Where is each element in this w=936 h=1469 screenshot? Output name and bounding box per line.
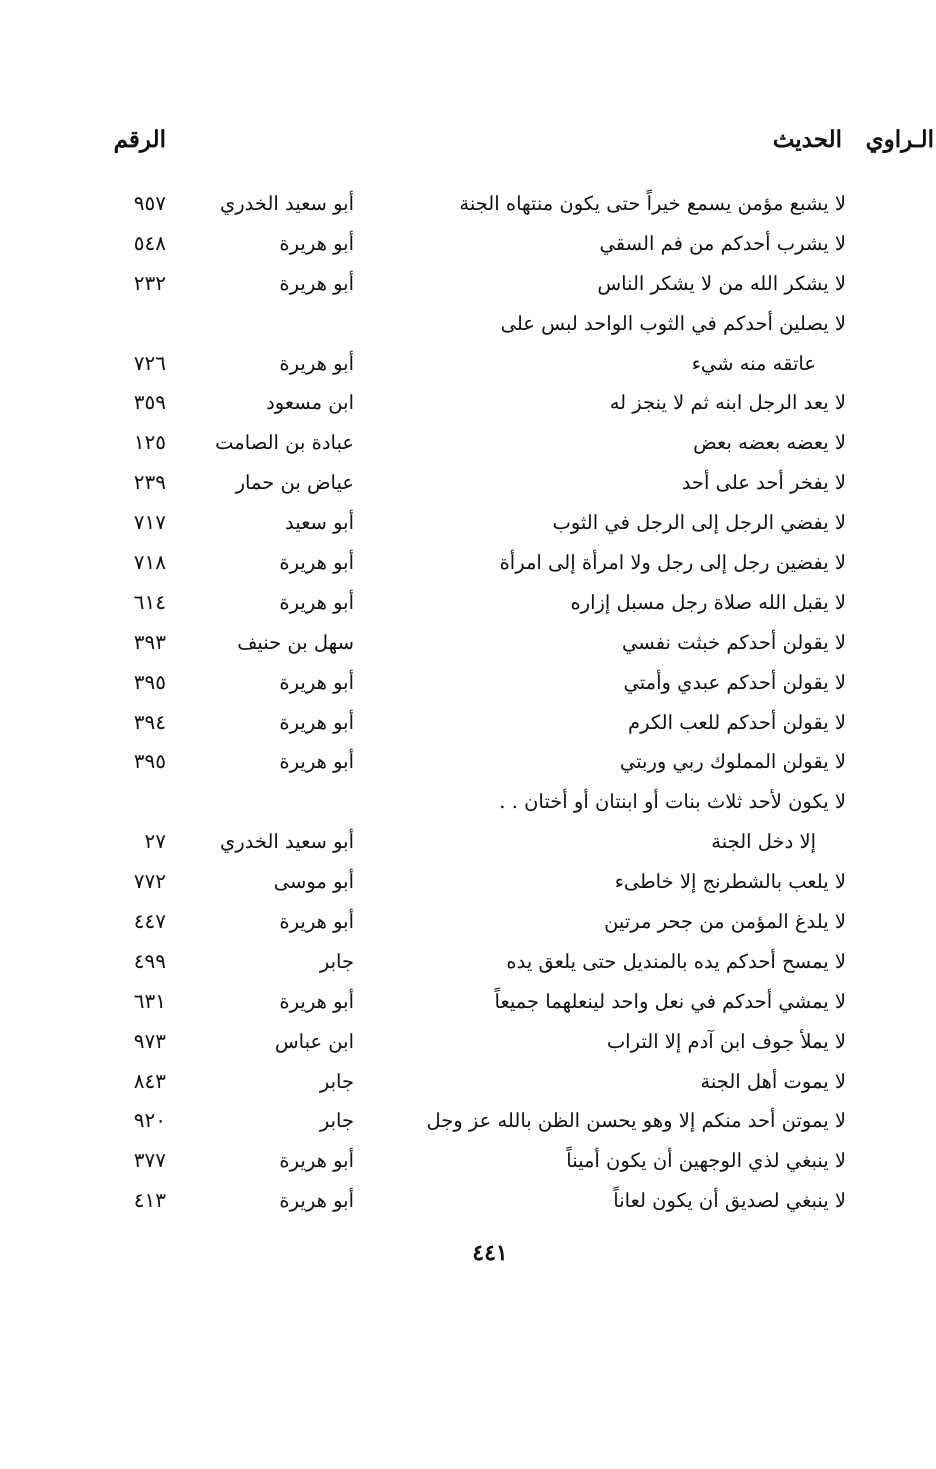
- hadith-number: ٤٤٧: [133, 909, 166, 934]
- hadith-number: ١٢٥: [133, 430, 166, 455]
- narrator-name: جابر: [319, 1109, 354, 1133]
- hadith-number: ٩٥٧: [133, 191, 166, 215]
- hadith-number: ٣٩٤: [133, 709, 166, 734]
- hadith-text: لا يلدغ المؤمن من جحر مرتين: [604, 910, 846, 934]
- page-number: [0, 1240, 936, 1266]
- narrator-name: أبو هريرة: [279, 351, 354, 375]
- hadith-number: ٧٧٢: [133, 869, 166, 894]
- narrator-name: أبو هريرة: [279, 1149, 354, 1173]
- table-row: [0, 1181, 936, 1221]
- table-row: [0, 543, 936, 583]
- table-row: [0, 942, 936, 982]
- hadith-number: ٤١٣: [133, 1188, 166, 1213]
- table-header: [0, 126, 936, 166]
- hadith-text: لا يقولن المملوك ربي وربتي: [619, 750, 846, 774]
- table-row: [0, 583, 936, 623]
- narrator-name: جابر: [319, 949, 354, 973]
- narrator-name: جابر: [319, 1069, 354, 1093]
- page-number-text: ٤٤١: [472, 1240, 508, 1266]
- hadith-text: لا يموتن أحد منكم إلا وهو يحسن الظن بالله عز وجل: [426, 1109, 846, 1133]
- table-row: [0, 184, 936, 224]
- hadith-index-table: [0, 184, 936, 1221]
- narrator-name: أبو هريرة: [279, 989, 354, 1013]
- narrator-name: أبو هريرة: [279, 590, 354, 614]
- hadith-text: لا يقولن أحدكم خبثت نفسي: [622, 630, 846, 654]
- hadith-text: لا يشرب أحدكم من فم السقي: [599, 231, 846, 255]
- hadith-text: عاتقه منه شيء: [691, 351, 816, 375]
- narrator-name: أبو سعيد الخدري: [219, 192, 354, 215]
- table-row: [0, 423, 936, 463]
- hadith-number: ٧١٧: [133, 510, 166, 535]
- table-row: [0, 663, 936, 703]
- narrator-name: أبو سعيد: [285, 511, 354, 535]
- hadith-number: ٢٣٢: [133, 270, 166, 295]
- hadith-text: لا يلعب بالشطرنج إلا خاطىء: [614, 870, 846, 894]
- table-row: [0, 982, 936, 1022]
- table-row: [0, 344, 936, 384]
- hadith-number: ٢٣٩: [133, 470, 166, 495]
- narrator-name: عياض بن حمار: [235, 471, 354, 495]
- table-row: [0, 742, 936, 782]
- hadith-number: ٣٧٧: [133, 1148, 166, 1173]
- table-row: [0, 1022, 936, 1062]
- table-row: [0, 1062, 936, 1102]
- table-row: [0, 822, 936, 862]
- hadith-text: لا يموت أهل الجنة: [700, 1069, 846, 1093]
- header-hadith: الحديث: [772, 126, 842, 153]
- narrator-name: عبادة بن الصامت: [215, 431, 354, 455]
- hadith-number: ٨٤٣: [133, 1068, 166, 1093]
- hadith-number: ٣٥٩: [133, 390, 166, 415]
- hadith-text: لا يعضه بعضه بعض: [693, 431, 846, 455]
- hadith-text: لا يقولن أحدكم عبدي وأمتي: [623, 670, 846, 694]
- narrator-name: أبو هريرة: [279, 231, 354, 255]
- hadith-number: ٦١٤: [133, 589, 166, 614]
- table-row: [0, 463, 936, 503]
- header-narrator: الـراوي: [865, 126, 934, 153]
- hadith-number: ٩٢٠: [133, 1108, 166, 1133]
- header-number: الرقم: [113, 126, 166, 153]
- hadith-number: ٦٣١: [133, 988, 166, 1013]
- table-row: [0, 264, 936, 304]
- table-row: [0, 1101, 936, 1141]
- hadith-text: لا يشبع مؤمن يسمع خيراً حتى يكون منتهاه الجنة: [459, 192, 846, 215]
- hadith-text: لا يشكر الله من لا يشكر الناس: [597, 271, 846, 295]
- hadith-number: ٤٩٩: [133, 948, 166, 973]
- hadith-number: ٧١٨: [133, 550, 166, 575]
- hadith-text: لا يمشي أحدكم في نعل واحد لينعلهما جميعاً: [494, 989, 846, 1013]
- table-row: [0, 224, 936, 264]
- hadith-text: لا يعد الرجل ابنه ثم لا ينجز له: [609, 391, 846, 415]
- hadith-text: إلا دخل الجنة: [711, 830, 816, 854]
- narrator-name: أبو هريرة: [279, 551, 354, 575]
- hadith-text: لا يفضي الرجل إلى الرجل في الثوب: [552, 511, 846, 535]
- hadith-number: ٥٤٨: [133, 230, 166, 255]
- hadith-number: ٩٧٣: [133, 1028, 166, 1053]
- hadith-number: ٣٩٥: [133, 749, 166, 774]
- hadith-number: ٧٢٦: [133, 350, 166, 375]
- hadith-number: ٣٩٣: [133, 629, 166, 654]
- table-row: [0, 304, 936, 344]
- table-row: [0, 623, 936, 663]
- narrator-name: أبو هريرة: [279, 710, 354, 734]
- table-row: [0, 902, 936, 942]
- narrator-name: أبو موسى: [273, 870, 354, 894]
- hadith-text: لا يفخر أحد على أحد: [681, 471, 846, 495]
- table-row: [0, 1141, 936, 1181]
- table-row: [0, 503, 936, 543]
- hadith-text: لا يقبل الله صلاة رجل مسبل إزاره: [570, 590, 846, 614]
- hadith-text: لا يملأ جوف ابن آدم إلا التراب: [606, 1029, 846, 1053]
- hadith-text: لا يصلين أحدكم في الثوب الواحد لبس على: [500, 311, 846, 335]
- hadith-text: لا ينبغي لذي الوجهين أن يكون أميناً: [566, 1149, 846, 1173]
- table-row: [0, 703, 936, 743]
- narrator-name: أبو هريرة: [279, 1189, 354, 1213]
- narrator-name: ابن عباس: [274, 1029, 354, 1053]
- narrator-name: سهل بن حنيف: [237, 630, 354, 654]
- hadith-number: ٢٧: [144, 829, 166, 854]
- narrator-name: ابن مسعود: [266, 391, 354, 415]
- narrator-name: أبو هريرة: [279, 670, 354, 694]
- hadith-text: لا يمسح أحدكم يده بالمنديل حتى يلعق يده: [506, 949, 846, 973]
- narrator-name: أبو هريرة: [279, 271, 354, 295]
- hadith-text: لا يفضين رجل إلى رجل ولا امرأة إلى امرأة: [499, 551, 846, 575]
- narrator-name: أبو هريرة: [279, 750, 354, 774]
- table-row: [0, 383, 936, 423]
- hadith-text: لا يقولن أحدكم للعب الكرم: [628, 710, 846, 734]
- table-row: [0, 782, 936, 822]
- hadith-text: لا يكون لأحد ثلاث بنات أو ابنتان أو أختان . .: [499, 790, 846, 814]
- table-row: [0, 862, 936, 902]
- narrator-name: أبو هريرة: [279, 910, 354, 934]
- hadith-number: ٣٩٥: [133, 669, 166, 694]
- narrator-name: أبو سعيد الخدري: [219, 830, 354, 854]
- hadith-text: لا ينبغي لصديق أن يكون لعاناً: [613, 1189, 846, 1213]
